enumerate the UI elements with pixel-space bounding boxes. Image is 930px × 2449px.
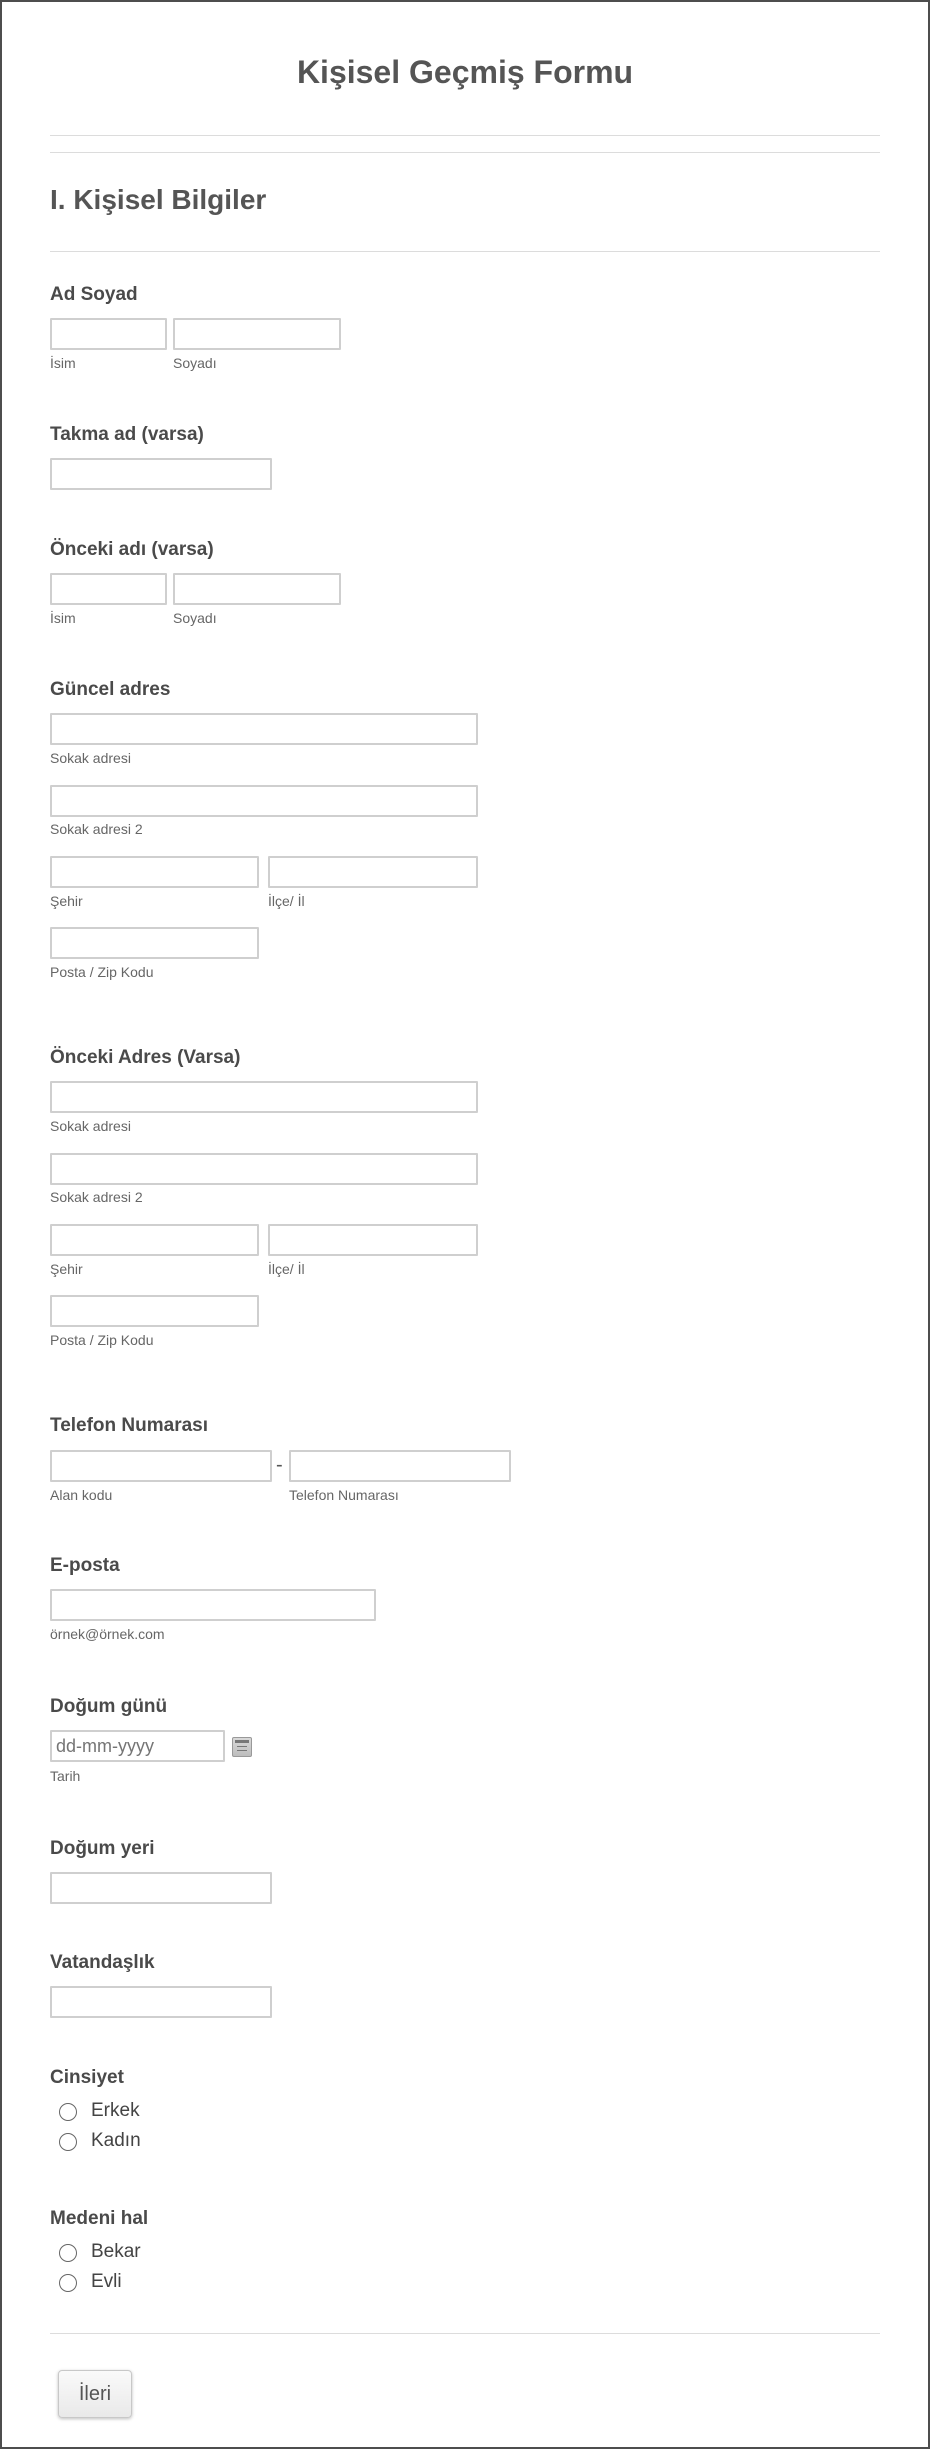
birthdate-input[interactable] bbox=[50, 1730, 225, 1762]
current-zip-sublabel: Posta / Zip Kodu bbox=[50, 964, 154, 980]
birthdate-label: Doğum günü bbox=[50, 1696, 168, 1717]
birthplace-input[interactable] bbox=[50, 1872, 272, 1904]
current-city-sublabel: Şehir bbox=[50, 893, 83, 909]
previous-state-input[interactable] bbox=[268, 1224, 478, 1256]
previous-name-label: Önceki adı (varsa) bbox=[50, 539, 214, 560]
last-name-sublabel: Soyadı bbox=[173, 355, 217, 371]
email-input[interactable] bbox=[50, 1589, 376, 1621]
gender-radio-male[interactable] bbox=[59, 2103, 77, 2121]
current-state-sublabel: İlçe/ İl bbox=[268, 893, 305, 909]
email-sublabel: örnek@örnek.com bbox=[50, 1626, 165, 1642]
previous-street2-input[interactable] bbox=[50, 1153, 478, 1185]
gender-option-male: Erkek bbox=[91, 2100, 140, 2121]
gender-label: Cinsiyet bbox=[50, 2067, 124, 2088]
previous-street2-sublabel: Sokak adresi 2 bbox=[50, 1189, 143, 1205]
email-label: E-posta bbox=[50, 1555, 120, 1576]
current-street2-input[interactable] bbox=[50, 785, 478, 817]
birthdate-sublabel: Tarih bbox=[50, 1768, 81, 1784]
previous-address-label: Önceki Adres (Varsa) bbox=[50, 1047, 241, 1068]
form-title: Kişisel Geçmiş Formu bbox=[296, 54, 634, 90]
phone-number-sublabel: Telefon Numarası bbox=[289, 1487, 399, 1503]
next-button[interactable]: İleri bbox=[58, 2370, 132, 2418]
ad-soyad-label: Ad Soyad bbox=[50, 284, 138, 305]
nickname-label: Takma ad (varsa) bbox=[50, 424, 204, 445]
previous-street-input[interactable] bbox=[50, 1081, 478, 1113]
citizenship-label: Vatandaşlık bbox=[50, 1952, 155, 1973]
phone-separator: - bbox=[276, 1454, 283, 1476]
gender-option-female: Kadın bbox=[91, 2130, 141, 2151]
current-zip-input[interactable] bbox=[50, 927, 259, 959]
divider bbox=[50, 2333, 880, 2334]
previous-first-name-input[interactable] bbox=[50, 573, 167, 605]
marital-status-label: Medeni hal bbox=[50, 2208, 149, 2229]
gender-radio-female[interactable] bbox=[59, 2133, 77, 2151]
calendar-icon[interactable] bbox=[232, 1737, 252, 1757]
birthplace-label: Doğum yeri bbox=[50, 1838, 155, 1859]
section-title: I. Kişisel Bilgiler bbox=[50, 184, 267, 215]
phone-number-input[interactable] bbox=[289, 1450, 511, 1482]
current-address-label: Güncel adres bbox=[50, 679, 171, 700]
area-code-sublabel: Alan kodu bbox=[50, 1487, 113, 1503]
previous-zip-sublabel: Posta / Zip Kodu bbox=[50, 1332, 154, 1348]
previous-last-name-sublabel: Soyadı bbox=[173, 610, 217, 626]
marital-option-single: Bekar bbox=[91, 2241, 141, 2262]
first-name-sublabel: İsim bbox=[50, 355, 76, 371]
marital-option-married: Evli bbox=[91, 2271, 122, 2292]
previous-state-sublabel: İlçe/ İl bbox=[268, 1261, 305, 1277]
divider bbox=[50, 251, 880, 252]
last-name-input[interactable] bbox=[173, 318, 341, 350]
current-state-input[interactable] bbox=[268, 856, 478, 888]
divider bbox=[50, 135, 880, 136]
marital-radio-single[interactable] bbox=[59, 2244, 77, 2262]
citizenship-input[interactable] bbox=[50, 1986, 272, 2018]
area-code-input[interactable] bbox=[50, 1450, 272, 1482]
previous-street-sublabel: Sokak adresi bbox=[50, 1118, 131, 1134]
first-name-input[interactable] bbox=[50, 318, 167, 350]
previous-city-sublabel: Şehir bbox=[50, 1261, 83, 1277]
nickname-input[interactable] bbox=[50, 458, 272, 490]
previous-last-name-input[interactable] bbox=[173, 573, 341, 605]
previous-first-name-sublabel: İsim bbox=[50, 610, 76, 626]
current-street-input[interactable] bbox=[50, 713, 478, 745]
previous-city-input[interactable] bbox=[50, 1224, 259, 1256]
phone-label: Telefon Numarası bbox=[50, 1415, 209, 1436]
current-street2-sublabel: Sokak adresi 2 bbox=[50, 821, 143, 837]
previous-zip-input[interactable] bbox=[50, 1295, 259, 1327]
current-street-sublabel: Sokak adresi bbox=[50, 750, 131, 766]
marital-radio-married[interactable] bbox=[59, 2274, 77, 2292]
divider bbox=[50, 152, 880, 153]
current-city-input[interactable] bbox=[50, 856, 259, 888]
